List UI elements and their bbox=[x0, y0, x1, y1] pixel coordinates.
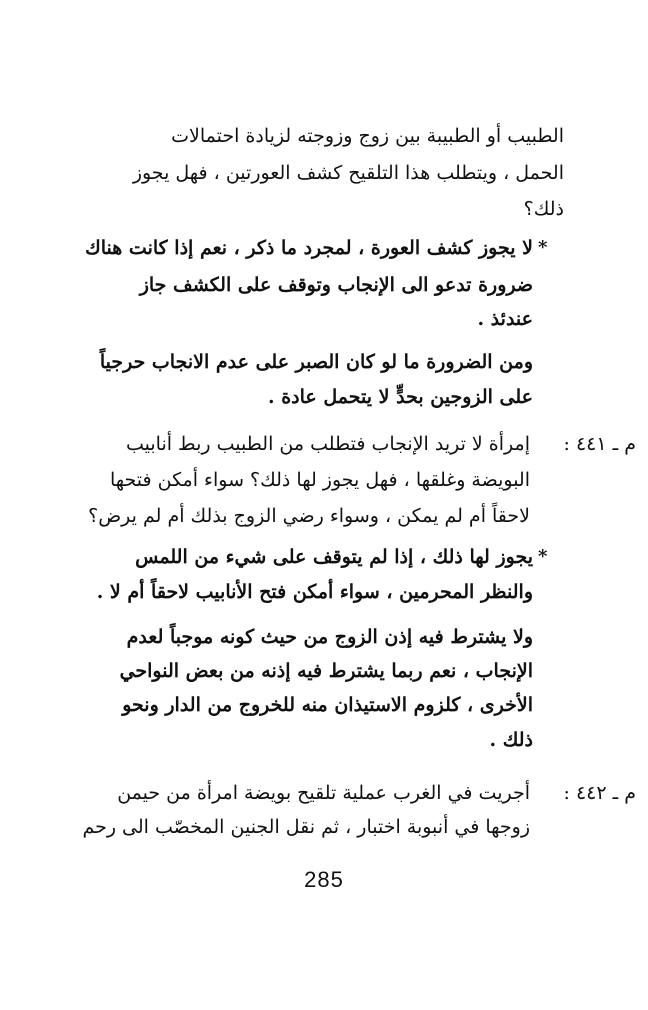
question-line: البويضة وغلقها ، فهل يجوز لها ذلك؟ سواء أمكن فتحها bbox=[109, 469, 530, 491]
question-number: م ـ ٤٤١ : bbox=[563, 433, 636, 455]
answer-star-icon: * bbox=[538, 546, 548, 567]
question-number: م ـ ٤٤٢ : bbox=[563, 782, 636, 804]
question-line: لاحقاً أم لم يمكن ، وسواء رضي الزوج بذلك أم لم يرض؟ bbox=[88, 505, 530, 527]
text-line: الحمل ، ويتطلب هذا التلقيح كشف العورتين ، فهل يجوز bbox=[132, 162, 564, 184]
question-line: زوجها في أنبوبة اختبار ، ثم نقل الجنين المخصّب الى رحم bbox=[82, 816, 530, 838]
answer-line: يجوز لها ذلك ، إذا لم يتوقف على شيء من اللمس bbox=[135, 546, 533, 568]
answer-line: الأخرى ، كلزوم الاستيذان منه للخروج من الدار ونحو bbox=[122, 694, 533, 716]
answer-line: على الزوجين بحدٍّ لا يتحمل عادة . bbox=[268, 386, 533, 408]
answer-line: ذلك . bbox=[489, 729, 533, 751]
text-line: ذلك؟ bbox=[523, 198, 564, 220]
page-number: 285 bbox=[304, 867, 344, 892]
answer-line: ولا يشترط فيه إذن الزوج من حيث كونه موجباً لعدم bbox=[126, 626, 533, 648]
answer-line: ضرورة تدعو الى الإنجاب وتوقف على الكشف جاز bbox=[139, 274, 533, 296]
answer-line: ومن الضرورة ما لو كان الصبر على عدم الانجاب حرجياً bbox=[99, 351, 533, 373]
answer-line: الإنجاب ، نعم ربما يشترط فيه إذنه من بعض النواحي bbox=[119, 660, 533, 682]
answer-line: لا يجوز كشف العورة ، لمجرد ما ذكر ، نعم إذا كانت هناك bbox=[85, 237, 533, 259]
question-line: أجريت في الغرب عملية تلقيح بويضة امرأة من حيمن bbox=[117, 782, 530, 804]
question-line: إمرأة لا تريد الإنجاب فتطلب من الطبيب ربط أنابيب bbox=[125, 433, 530, 455]
answer-star-icon: * bbox=[538, 237, 548, 258]
answer-line: والنظر المحرمين ، سواء أمكن فتح الأنابيب لاحقاً أم لا . bbox=[96, 581, 533, 603]
text-line: الطبيب أو الطبيبة بين زوج وزوجته لزيادة احتمالات bbox=[171, 125, 564, 147]
answer-line: عندئذ . bbox=[477, 308, 533, 330]
